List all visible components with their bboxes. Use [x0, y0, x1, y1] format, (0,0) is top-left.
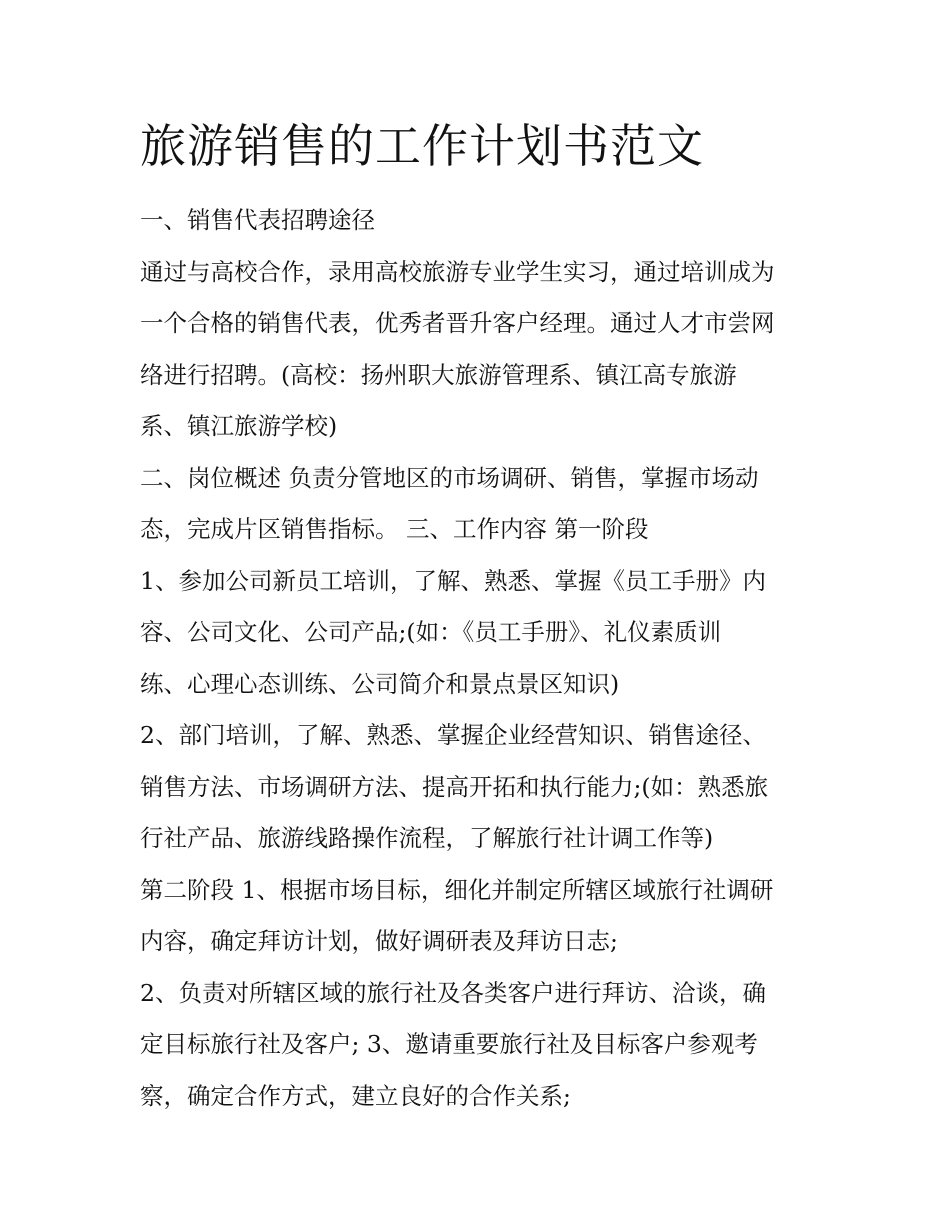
body-line: 络进行招聘。(高校：扬州职大旅游管理系、镇江高专旅游: [140, 361, 737, 389]
body-line: 练、心理心态训练、公司简介和景点景区知识): [140, 670, 620, 698]
body-line: 第二阶段 1、根据市场目标，细化并制定所辖区域旅行社调研: [140, 876, 774, 904]
section-heading-1: 一、销售代表招聘途径: [140, 206, 375, 234]
body-line: 一个合格的销售代表，优秀者晋升客户经理。通过人才市尝网: [140, 309, 775, 337]
body-line: 察，确定合作方式，建立良好的合作关系;: [140, 1082, 571, 1110]
body-line: 二、岗位概述 负责分管地区的市场调研、销售，掌握市场动: [140, 464, 759, 492]
body-line: 态，完成片区销售指标。 三、工作内容 第一阶段: [140, 515, 649, 543]
body-line: 容、公司文化、公司产品;(如：《员工手册》、礼仪素质训: [140, 618, 722, 646]
body-line: 2、负责对所辖区域的旅行社及各类客户进行拜访、洽谈，确: [140, 979, 766, 1007]
document-title: 旅游销售的工作计划书范文: [140, 119, 704, 173]
body-line: 通过与高校合作，录用高校旅游专业学生实习，通过培训成为: [140, 258, 775, 286]
body-line: 1、参加公司新员工培训，了解、熟悉、掌握《员工手册》内: [140, 567, 766, 595]
body-line: 2、部门培训，了解、熟悉、掌握企业经营知识、销售途径、: [140, 721, 766, 749]
body-line: 行社产品、旅游线路操作流程，了解旅行社计调工作等): [140, 824, 714, 852]
body-line: 定目标旅行社及客户; 3、邀请重要旅行社及目标客户参观考: [140, 1030, 758, 1058]
body-line: 销售方法、市场调研方法、提高开拓和执行能力;(如：熟悉旅: [140, 773, 769, 801]
body-line: 系、镇江旅游学校): [140, 412, 338, 440]
body-line: 内容，确定拜访计划，做好调研表及拜访日志;: [140, 927, 618, 955]
